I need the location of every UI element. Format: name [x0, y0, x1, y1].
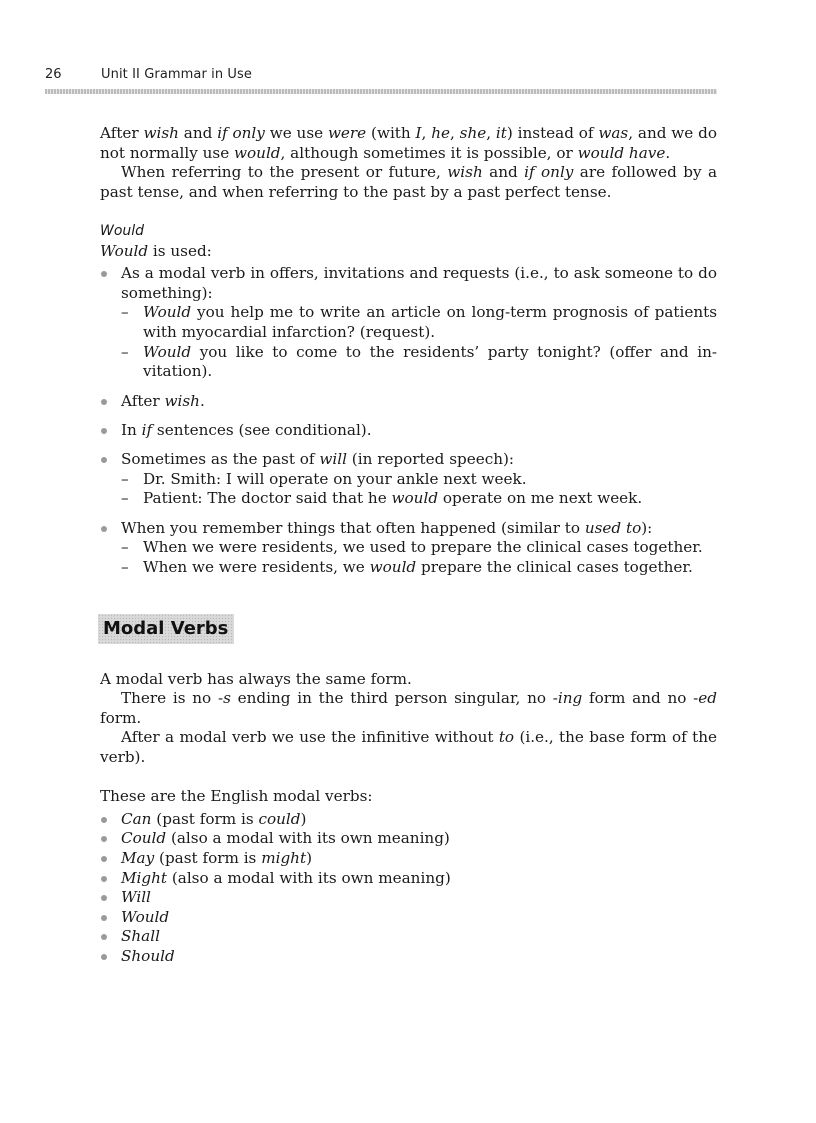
example-item: – Patient: The doctor said that he would operate on me next week. — [121, 489, 643, 508]
list-item — [100, 421, 717, 441]
section-heading-wrap — [100, 614, 717, 648]
list-item — [100, 810, 717, 830]
modal-verb-item: Could (also a modal with its own meaning) — [121, 829, 450, 848]
example-item: – Would you help me to write an article on long-term prognosis of patients with myocardial infarction? (request). — [121, 303, 717, 341]
example-text: Patient: The doctor said that he would operate on me next week. — [143, 489, 643, 508]
modal-verb-item: Might (also a modal with its own meaning) — [121, 868, 451, 887]
would-uses-list — [100, 264, 717, 578]
bullet-icon — [101, 271, 107, 277]
example-item: – Dr. Smith: I will operate on your ankle next week. — [121, 469, 527, 488]
list-item-text: Sometimes as the past of will (in reported speech): — [121, 450, 515, 469]
section-title: Modal Verbs — [98, 614, 234, 644]
list-item — [100, 888, 717, 908]
example-text: When we were residents, we would prepare the clinical cases together. — [143, 558, 693, 577]
list-item-text: When you remember things that often happened (similar to used to): — [121, 518, 653, 537]
page-number: 26 — [45, 67, 62, 82]
modal-paragraph-3: After a modal verb we use the infinitive without to (i.e., the base form of the verb). — [100, 728, 717, 767]
list-item-text: In if sentences (see conditional). — [121, 420, 372, 439]
modal-verb-item: May (past form is might) — [121, 849, 312, 867]
bullet-icon — [101, 856, 107, 862]
bullet-icon — [101, 934, 107, 940]
main-content — [100, 124, 717, 967]
modal-list-intro: These are the English modal verbs: — [100, 787, 373, 806]
intro-paragraph-2: When referring to the present or future, wish and if only are followed by a past tense, and when referring to the past by a past perfect tense. — [100, 163, 718, 201]
bullet-icon — [101, 526, 107, 532]
modal-verb-item: Can (past form is could) — [121, 809, 307, 828]
bullet-icon — [101, 399, 107, 405]
list-item — [100, 450, 717, 509]
example-list — [121, 303, 717, 381]
list-item — [100, 869, 717, 889]
example-text: Would you help me to write an article on long-term prognosis of patients with myocardial infarction? (request). — [143, 303, 717, 341]
example-list — [121, 470, 717, 509]
list-item — [100, 264, 717, 382]
example-text: When we were residents, we used to prepare the clinical cases together. — [143, 538, 703, 557]
list-item — [100, 519, 717, 578]
running-header — [45, 67, 717, 87]
list-item-text: After wish. — [121, 391, 205, 410]
intro-paragraph-1: After wish and if only we use were (with I, he, she, it) instead of was, and we do not normally use would, although sometimes it is possible, or would have. — [100, 124, 717, 162]
modal-paragraph-2: There is no -s ending in the third person singular, no -ing form and no -ed form. — [100, 689, 717, 727]
modal-verb-item: Should — [121, 946, 175, 965]
list-item — [100, 392, 717, 412]
example-item: – When we were residents, we would prepare the clinical cases together. — [121, 558, 693, 577]
modal-verbs-list — [100, 810, 717, 967]
modal-paragraph-1: A modal verb has always the same form. — [100, 669, 412, 688]
list-item-text: As a modal verb in offers, invitations and requests (i.e., to ask someone to do something): — [121, 264, 717, 302]
list-item — [100, 908, 717, 928]
modal-verb-item: Will — [121, 888, 151, 907]
bullet-icon — [101, 836, 107, 842]
bullet-icon — [101, 457, 107, 463]
list-item — [100, 947, 717, 967]
bullet-icon — [101, 428, 107, 434]
bullet-icon — [101, 817, 107, 823]
list-item — [100, 927, 717, 947]
list-item — [100, 829, 717, 849]
would-lead: Would is used: — [100, 241, 212, 260]
example-item: – Would you like to come to the residents’ party tonight? (offer and invitation). — [121, 342, 717, 381]
modal-verb-item: Shall — [121, 927, 160, 946]
example-list — [121, 538, 717, 577]
would-heading: Would — [100, 222, 145, 239]
example-text: Would you like to come to the residents’ party tonight? (offer and invitation). — [143, 342, 717, 381]
modal-verb-item: Would — [121, 907, 170, 926]
bullet-icon — [101, 876, 107, 882]
unit-title: Unit II Grammar in Use — [101, 67, 253, 82]
bullet-icon — [101, 954, 107, 960]
header-rule — [45, 89, 717, 94]
list-item — [100, 849, 717, 869]
bullet-icon — [101, 895, 107, 901]
example-item: – When we were residents, we used to prepare the clinical cases together. — [121, 538, 703, 557]
bullet-icon — [101, 915, 107, 921]
example-text: Dr. Smith: I will operate on your ankle next week. — [143, 469, 527, 488]
